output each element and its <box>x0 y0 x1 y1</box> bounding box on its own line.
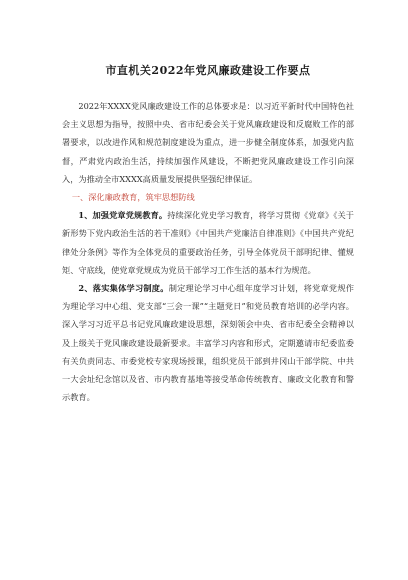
document-page <box>62 62 354 406</box>
intro-paragraph: 2022年XXXX党风廉政建设工作的总体要求是：以习近平新时代中国特色社会主义思想为指导，按照中央、省市纪委会关于党风廉政建设和反腐败工作的部署要求，以改进作风和规范制度建设为重点，进一步健全制度体系，加强党内监督，严肃党内政治生活，持续加强作风建设，不断把党风廉政建设工作引向深入，为推动全市XXXX高质量发展提供坚强纪律保证。 <box>62 101 354 184</box>
section-heading-one: 一、深化廉政教育，筑牢思想防线 <box>71 192 195 203</box>
item-paragraph-2 <box>62 279 354 406</box>
item-body-2: 制定理论学习中心组年度学习计划，将党章党规作为理论学习中心组、党支部“三会一课”“主题党日”和党员教育培训的必学内容。深入学习习近平总书记党风廉政建设思想，深刻领会中央、省市纪委全会精神以及上级关于党风廉政建设最新要求。丰富学习内容和形式，定期邀请市纪委监委有关负责同志、市委党校专家现场授课，组织党员干部到井冈山干部学院、中共一大会址纪念馆以及省、市内教育基地等接受革命传统教育、廉政文化教育和警示教育。 <box>62 283 354 403</box>
item-body-1: 持续深化党史学习教育，将学习贯彻《党章》《关于新形势下党内政治生活的若干准则》《中国共产党廉洁自律准则》《中国共产党纪律处分条例》等作为全体党员的重要政治任务，引导全体党员干部明纪律、懂规矩、守底线，使党章党规成为党员干部学习工作生活的基本行为规范。 <box>62 210 354 275</box>
item-title-2: 2、落实集体学习制度。 <box>78 283 169 294</box>
item-title-1: 1、加强党章党规教育。 <box>78 210 168 221</box>
item-paragraph-1 <box>62 206 354 279</box>
document-title: 市直机关2022年党风廉政建设工作要点 <box>105 64 311 77</box>
